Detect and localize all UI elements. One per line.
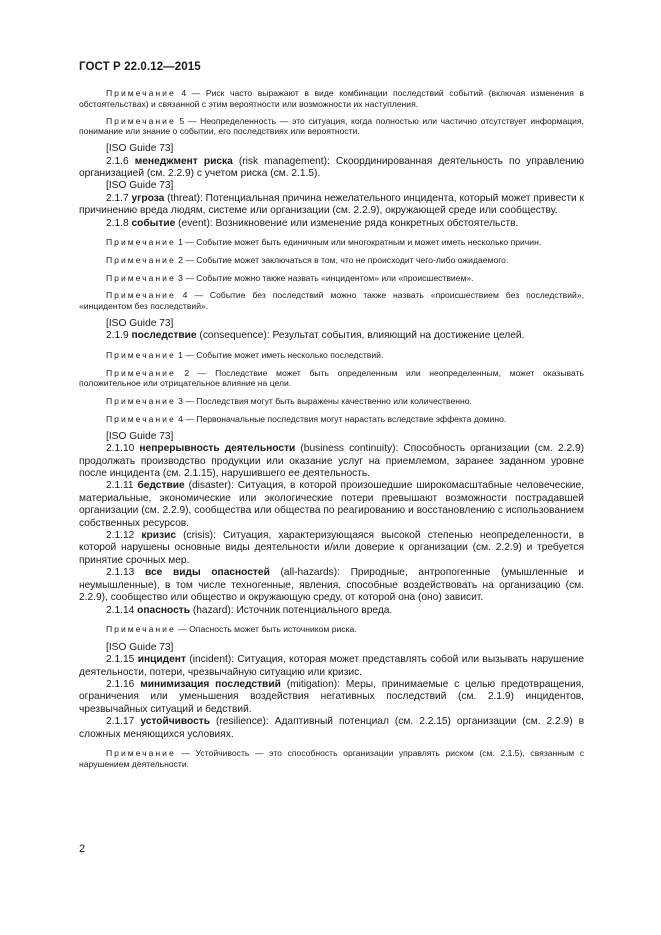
definition-paragraph [79, 654, 584, 679]
note-paragraph [79, 624, 584, 635]
definition-text: (incident): Ситуация, которая может представлять собой или вызывать нарушение деятельности, потери, чрезвычайную ситуацию или кризис. [79, 654, 585, 678]
definition-number: 2.1.6 [106, 155, 135, 167]
definition-number: 2.1.17 [106, 716, 141, 728]
note-text: — Событие может быть единичным или многократным и может иметь несколько причин. [185, 237, 542, 248]
note-text: — Последствие может быть определенным или неопределенным, может оказывать положительное или отрицательное влияние на цели. [79, 367, 585, 389]
note-text: — Событие без последствий можно также назвать «происшествием без последствий», «инцидентом без последствий». [79, 290, 584, 312]
definition-number: 2.1.13 [106, 567, 145, 579]
note-label: Примечание [106, 88, 176, 98]
definition-paragraph [79, 193, 584, 218]
note-label: Примечание [106, 254, 176, 265]
definition-term: непрерывность деятельности [139, 443, 296, 455]
definition-term: бедствие [137, 480, 185, 492]
note-paragraph [79, 350, 584, 361]
definition-paragraph [79, 716, 584, 741]
definition-paragraph [79, 567, 584, 604]
definition-number: 2.1.9 [106, 330, 132, 342]
note-paragraph [79, 290, 584, 312]
definition-number: 2.1.12 [106, 530, 142, 542]
note-text: — Событие можно также назвать «инцидентом» или «происшествием». [185, 272, 474, 283]
note-number: 1 [175, 349, 186, 360]
note-label: Примечание [106, 396, 176, 407]
note-paragraph [79, 368, 584, 390]
source-reference: [ISO Guide 73] [106, 143, 174, 155]
note-label: Примечание [106, 115, 176, 126]
note-number: 5 [175, 115, 188, 126]
definition-number: 2.1.16 [106, 678, 141, 690]
note-text: — Событие может заключаться в том, что не происходит чего-либо ожидаемого. [185, 254, 509, 265]
note-number: 1 [175, 237, 186, 248]
note-number: 4 [175, 290, 195, 301]
definition-term: угроза [131, 192, 165, 204]
definition-text: (mitigation): Меры, принимаемые с целью предотвращения, ограничения или уменьшения воздействия негативных последствий (см. 2.1.9) инцидентов, чрезвычайных ситуаций и бедствий. [79, 678, 584, 715]
definition-term: событие [131, 217, 176, 229]
note-number: 4 [175, 88, 192, 98]
definition-text: (disaster): Ситуация, в которой произошедшие широкомасштабные человеческие, материальные, экономические или экологические потери превышают возможности пострадавшей организации (см. 2.2.9), сообщества или общества по реагированию и восстановлению с использованием собственных ресурсов. [79, 480, 584, 529]
definition-number: 2.1.14 [106, 604, 138, 616]
note-label: Примечание [106, 349, 176, 360]
note-text: — Устойчивость — это способность организации управлять риском (см. 2.1.5), связанным с нарушением деятельности. [79, 747, 584, 769]
note-paragraph [79, 273, 584, 284]
note-label: Примечание [106, 237, 176, 248]
note-label: Примечание [106, 290, 176, 301]
definition-paragraph [79, 218, 584, 230]
note-label: Примечание [106, 623, 176, 634]
note-number: 3 [175, 396, 186, 407]
definition-text: (consequence): Результат события, влияющий на достижение целей. [196, 330, 525, 342]
note-paragraph [79, 396, 584, 407]
definition-paragraph [79, 480, 584, 530]
definition-term: менеджмент риска [134, 155, 233, 167]
note-label: Примечание [106, 747, 176, 758]
note-paragraph [79, 237, 584, 248]
note-text: — Событие может иметь несколько последствий. [185, 349, 384, 360]
note-text: — Первоначальные последствия могут нарастать вследствие эффекта домино. [185, 414, 507, 425]
definition-number: 2.1.10 [106, 443, 140, 455]
definition-number: 2.1.7 [106, 192, 132, 204]
note-number: 2 [175, 254, 186, 265]
definition-term: опасность [137, 604, 191, 616]
definition-paragraph [79, 443, 584, 480]
definition-term: минимизация последствий [140, 678, 281, 690]
definition-text: (resilience): Адаптивный потенциал (см. 2.2.15) организации (см. 2.2.9) в сложных меняющихся условиях. [79, 716, 584, 740]
note-label: Примечание [106, 272, 176, 283]
note-number: 2 [175, 367, 198, 378]
definition-text: (threat): Потенциальная причина нежелательного инцидента, который может привести к причинению вреда людям, системе или организации (см. 2.2.9), окружающей среде или сообществу. [79, 192, 584, 217]
source-reference: [ISO Guide 73] [106, 641, 174, 653]
note-paragraph [79, 88, 584, 110]
definition-paragraph [79, 330, 584, 342]
note-paragraph [79, 255, 584, 266]
document-header: ГОСТ Р 22.0.12—2015 [79, 61, 201, 73]
definition-paragraph [79, 530, 584, 567]
note-text: — Неопределенность — это ситуация, когда полностью или частично отсутствует информация, понимание или знание о событии, его последствиях или вероятности. [79, 115, 584, 137]
document-body [79, 88, 584, 770]
definition-term: устойчивость [140, 716, 211, 728]
definition-text: (all-hazards): Природные, антропогенные (умышленные и неумышленные), в том числе техногенные, явления, способные воздействовать на организацию (см. 2.2.9), сообщество или общество и окружающую среду, от которой она (оно) зависит. [79, 567, 585, 604]
definition-paragraph [79, 679, 584, 716]
definition-term: последствие [131, 330, 197, 342]
definition-text: (business continuity): Способность организации (см. 2.2.9) продолжать производство продукции или оказание услуг на приемлемом, заранее заданном уровне после инцидента (см. 2.1.15), нарушившего ее деятельность. [79, 443, 584, 480]
source-reference: [ISO Guide 73] [106, 430, 174, 442]
definition-text: (crisis): Ситуация, характеризующаяся высокой степенью неопределенности, в которой нарушены основные виды деятельности и/или доверие к организации (см. 2.2.9) и требуется принятие срочных мер. [79, 530, 585, 566]
note-text: — Риск часто выражают в виде комбинации последствий событий (включая изменения в обстоятельствах) и связанной с этим вероятности или возможности их наступления. [79, 88, 584, 109]
note-number: 4 [175, 414, 186, 425]
note-label: Примечание [106, 414, 176, 425]
page-number: 2 [79, 843, 86, 855]
definition-text: (risk management): Скоординированная деятельность по управлению организацией (см. 2.2.9) с учетом риска (см. 2.1.5). [79, 155, 584, 179]
definition-term: все виды опасностей [144, 567, 270, 579]
definition-text: (event): Возникновение или изменение ряда конкретных обстоятельств. [175, 217, 519, 229]
definition-text: (hazard): Источник потенциального вреда. [190, 604, 393, 616]
definition-number: 2.1.15 [106, 654, 138, 666]
note-text: — Последствия могут быть выражены качественно или количественно. [185, 396, 472, 407]
definition-term: кризис [141, 530, 176, 542]
definition-paragraph [79, 605, 584, 617]
note-number: 3 [175, 272, 186, 283]
note-paragraph [79, 116, 584, 138]
note-label: Примечание [106, 367, 176, 378]
definition-number: 2.1.11 [106, 480, 138, 492]
definition-term: инцидент [137, 654, 186, 666]
definition-number: 2.1.8 [106, 217, 132, 229]
note-paragraph [79, 414, 584, 425]
note-paragraph [79, 748, 584, 770]
definition-paragraph [79, 156, 584, 181]
source-reference: [ISO Guide 73] [106, 180, 174, 192]
source-reference: [ISO Guide 73] [106, 318, 174, 330]
note-text: — Опасность может быть источником риска. [178, 623, 357, 634]
